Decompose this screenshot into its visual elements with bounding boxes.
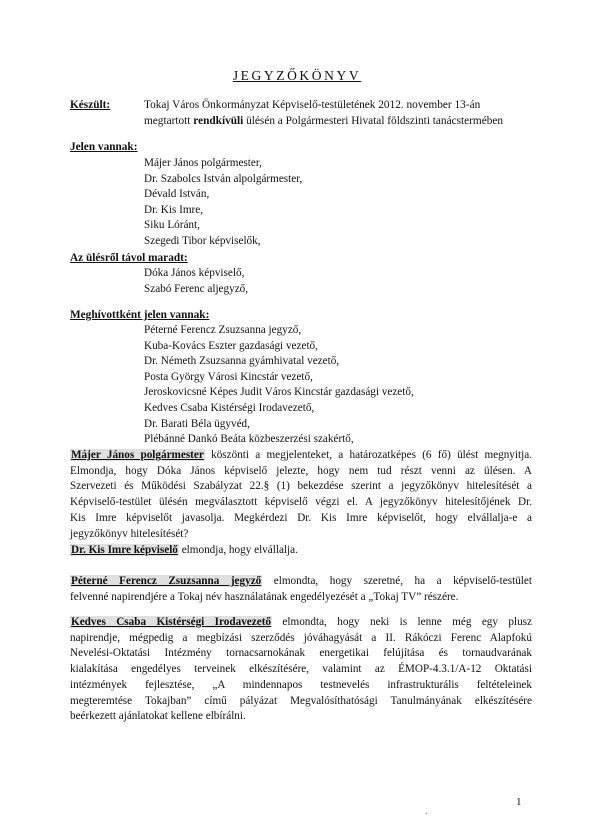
keszult-line-2-bold: rendkívüli <box>193 114 244 127</box>
paragraph-line: Nevelési-Oktatási Intézmény tornacsarnokának energetikai felújítása és tornaudvarának <box>70 647 532 660</box>
jelen-item: Dr. Kis Imre, <box>144 203 204 216</box>
paragraph-line <box>70 448 532 464</box>
meghivott-item: Dr. Németh Zsuzsanna gyámhivatal vezető, <box>144 355 340 368</box>
speaker-name: Májer János polgármester <box>71 449 204 461</box>
paragraph-line <box>70 543 532 559</box>
paragraph-line: felvenné napirendjére a Tokaj név használatának engedélyezését a „Tokaj TV” részére. <box>70 590 459 603</box>
paragraph-line <box>70 574 532 590</box>
meghivott-item: Plébánné Dankó Beáta közbeszerzési szakértő, <box>144 433 354 446</box>
meghivott-list <box>144 323 414 448</box>
footer-mark: . <box>425 806 428 817</box>
keszult-line-2-pre: megtartott <box>144 114 194 127</box>
meghivott-item: Kuba-Kovács Eszter gazdasági vezető, <box>144 339 318 352</box>
tavol-list <box>144 266 248 297</box>
tavol-item: Szabó Ferenc aljegyző, <box>144 282 249 295</box>
paragraph-line: intézmények fejlesztése, „A mindennapos testnevelés infrastrukturális feltételeinek <box>70 678 532 691</box>
paragraph-line: kialakítása engedélyes terveinek elkészítésére, valamint az ÉMOP-4.3.1/A-12 Oktatási <box>70 663 532 676</box>
speaker-name: Péterné Ferencz Zsuzsanna jegyző <box>71 575 262 587</box>
paragraph-text: köszönti a megjelenteket, a határozatképes (6 fő) ülést megnyitja. <box>204 449 532 461</box>
paragraph-line: Elmondja, hogy Dóka János képviselő jelezte, hogy nem tud részt venni az ülésen. A <box>70 464 532 477</box>
paragraph-text: elmondta, hogy neki is lenne még egy plusz <box>272 616 532 628</box>
meghivott-item: Dr. Barati Béla ügyvéd, <box>144 417 250 430</box>
jelen-label: Jelen vannak: <box>70 141 138 153</box>
paragraph-line: jegyzőkönyv hitelesítését? <box>70 527 189 540</box>
keszult-line-2-post: ülésén a Polgármesteri Hivatal földszinti tanácstermében <box>243 114 504 127</box>
paragraph-line: Képviselő-testület ülésén megválasztott képviselő végzi el. A jegyzőkönyv hitelesítőjének Dr. <box>70 496 532 509</box>
paragraph-line: Szervezeti és Működési Szabályzat 22.§ (1) bekezdése szerint a jegyzőkönyv hitelesítését a <box>70 480 532 493</box>
paragraph-text: elmondta, hogy szeretné, ha a képviselő-testület <box>262 575 532 587</box>
paragraph-line: Kis Imre képviselőt javasolja. Megkérdezi Dr. Kis Imre képviselőt, hogy elvállalja-e a <box>70 511 532 524</box>
speaker-name: Dr. Kis Imre képviselő <box>71 544 178 556</box>
keszult-line-2 <box>144 114 503 130</box>
paragraph-kis-imre <box>70 543 532 559</box>
keszult-text <box>144 98 503 129</box>
tavol-item: Dóka János képviselő, <box>144 267 245 279</box>
paragraph-line <box>70 615 532 631</box>
paragraph-opening <box>70 448 532 542</box>
jelen-item: Szegedi Tibor képviselők, <box>144 234 261 247</box>
paragraph-line: megteremtése Tokajban” című pályázat Megvalósíthatósági Tanulmányának elkészítésére <box>70 694 532 707</box>
jelen-item: Májer János polgármester, <box>144 157 262 169</box>
page-number: 1 <box>516 796 522 808</box>
paragraph-line: napirendje, mégpedig a megbízási szerződés jóváhagyását a II. Rákóczi Ferenc Alapfokú <box>70 631 532 644</box>
keszult-line-1: Tokaj Város Önkormányzat Képviselő-testületének 2012. november 13-án <box>144 99 481 111</box>
tavol-label: Az ülésről távol maradt: <box>70 252 188 264</box>
meghivott-item: Péterné Ferencz Zsuzsanna jegyző, <box>144 324 302 336</box>
paragraph-jegyzo <box>70 574 532 605</box>
jelen-item: Siku Lóránt, <box>144 219 200 232</box>
meghivott-item: Posta György Városi Kincstár vezető, <box>144 370 313 383</box>
jelen-item: Dévald István, <box>144 188 210 201</box>
paragraph-irodavezeto <box>70 615 532 725</box>
paragraph-text: elmondja, hogy elvállalja. <box>178 544 298 556</box>
meghivott-item: Kedves Csaba Kistérségi Irodavezető, <box>144 401 315 414</box>
meghivott-item: Jeroskovicsné Képes Judit Város Kincstár gazdasági vezető, <box>144 386 414 399</box>
paragraph-line: beérkezett ajánlatokat kellene elbírálni. <box>70 710 246 723</box>
jelen-item: Dr. Szabolcs István alpolgármester, <box>144 172 303 185</box>
document-title: JEGYZŐKÖNYV <box>232 68 362 83</box>
meghivott-label: Meghívottként jelen vannak: <box>70 309 210 321</box>
jelen-list <box>144 156 302 250</box>
speaker-name: Kedves Csaba Kistérségi Irodavezető <box>71 616 272 628</box>
keszult-label: Készült: <box>70 99 111 111</box>
